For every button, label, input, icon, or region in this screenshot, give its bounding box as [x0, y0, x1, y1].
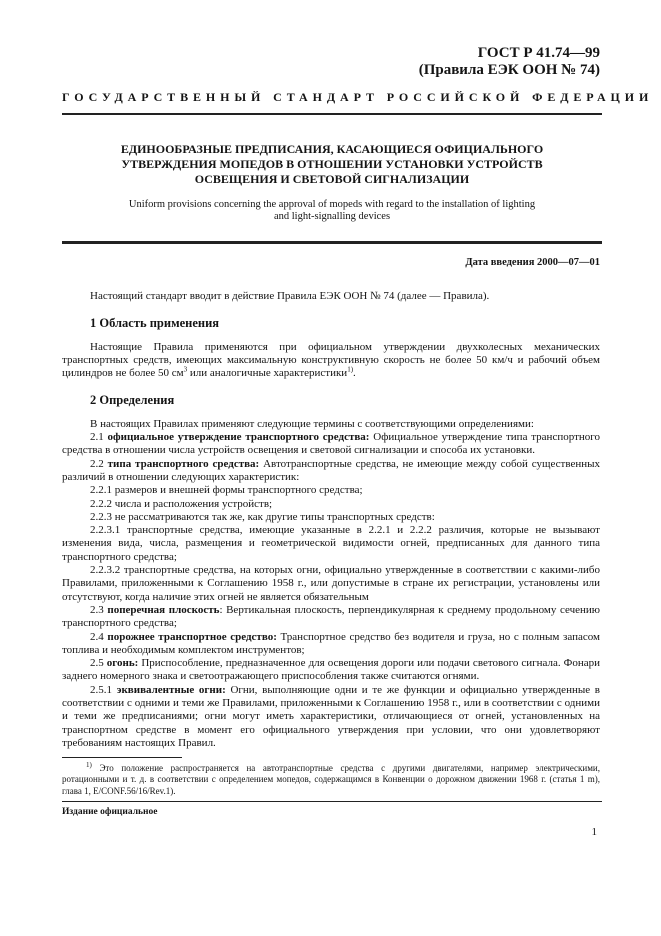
scope-text: . [353, 367, 356, 380]
definition-number: 2.3 [90, 603, 104, 616]
header-divider [62, 113, 602, 115]
footer-divider [62, 801, 602, 802]
definition-text: : Вертикальная плоскость, перпендикулярная к среднему продольному сечению транспортного средства; [62, 603, 601, 630]
gost-number: ГОСТ Р 41.74—99 [477, 45, 600, 61]
title-ru-line: ЕДИНООБРАЗНЫЕ ПРЕДПИСАНИЯ, КАСАЮЩИЕСЯ ОФИЦИАЛЬНОГО [120, 142, 544, 156]
title-divider [62, 241, 602, 244]
definition-item [62, 458, 600, 485]
standard-designation [300, 45, 600, 79]
definition-number: 2.5.1 [90, 683, 112, 696]
definition-text: Огни, выполняющие одни и те же функции и официально утвержденные в соответствии с одними и теми же Правилами, приложенными к Соглашению 1958 г., или в соответствии с одними и теми же предписаниями; огни могут иметь характеристики, отличающиеся от огней, установленных на транспортном средстве в момент его официального утверждения при условии, что они удовлетворяют требованиям настоящих Правил. [62, 683, 601, 749]
scope-text: Настоящие Правила применяются при официальном утверждении двухколесных механических транспортных средств, имеющих максимальную конструктивную скорость не более 50 км/ч и рабочий объем цилиндров не более 50 см [62, 340, 600, 380]
definition-term: огонь: [106, 657, 139, 670]
definition-item [62, 431, 600, 458]
un-rule-number: (Правила ЕЭК ООН № 74) [418, 62, 600, 78]
definition-subitem: 2.2.3.2 транспортные средства, на которых огни, официально утвержденные в соответствии с какими-либо Правилами, приложенными к Соглашению 1958 г., или допустимые в стране их регистрации, установлены или отсутствуют, когда наличие этих огней не является обязательным [62, 564, 600, 603]
footnote-text: Это положение распространяется на автотранспортные средства с другими двигателями, например электрическими, ротационными и т. д. в соответствии с определением мопедов, содержащимся в Конвенции о дорожном движении 1968 г. (статья 1 m), глава 1, E/CONF.56/16/Rev.1). [62, 763, 601, 796]
definition-text: Автотранспортные средства, не имеющие между собой существенных различий в отношении следующих характеристик: [62, 457, 601, 483]
definition-number: 2.1 [90, 431, 104, 444]
definition-item [62, 657, 600, 684]
title-ru-line: УТВЕРЖДЕНИЯ МОПЕДОВ В ОТНОШЕНИИ УСТАНОВКИ УСТРОЙСТВ [121, 157, 543, 171]
definition-term: официальное утверждение транспортного средства: [107, 431, 370, 444]
definition-term: эквивалентные огни: [116, 683, 226, 696]
definition-number: 2.2 [90, 457, 104, 470]
document-body [62, 290, 600, 750]
definition-number: 2.4 [90, 630, 104, 643]
footnote [62, 763, 600, 797]
definition-number: 2.5 [90, 657, 104, 670]
definition-text: Официальное утверждение типа транспортного средства в отношении числа устройств освещения и световой сигнализации и способа их установки. [62, 431, 600, 457]
edition-label: Издание официальное [62, 807, 158, 817]
section-heading-definitions: 2 Определения [90, 393, 175, 408]
title-en-line: Uniform provisions concerning the approval of mopeds with regard to the installation of lighting [128, 199, 536, 210]
definition-subitem: 2.2.1 размеров и внешней формы транспортного средства; [90, 484, 363, 497]
definition-item [62, 684, 600, 750]
definition-term: типа транспортного средства: [107, 457, 260, 470]
superscript-cubic: 3 [183, 365, 188, 374]
document-title-en [62, 199, 602, 223]
footnote-divider [62, 757, 182, 758]
footnote-mark: 1) [86, 761, 92, 769]
definition-term: поперечная плоскость [107, 603, 220, 616]
footnote-reference: 1) [347, 365, 354, 374]
effective-date: Дата введения 2000—07—01 [465, 257, 600, 268]
scope-paragraph [62, 341, 600, 381]
definition-term: порожнее транспортное средство: [107, 630, 277, 643]
intro-paragraph: Настоящий стандарт вводит в действие Правила ЕЭК ООН № 74 (далее — Правила). [90, 290, 490, 302]
definition-text: Приспособление, предназначенное для освещения дороги или подачи светового сигнала. Фонари заднего номерного знака и светоотражающего приспособления также считаются огнями. [62, 657, 600, 683]
definition-subitem: 2.2.2 числа и расположения устройств; [90, 497, 273, 510]
state-standard-title: ГОСУДАРСТВЕННЫЙ СТАНДАРТ РОССИЙСКОЙ ФЕДЕРАЦИИ [62, 90, 654, 104]
definition-item [62, 631, 600, 658]
definition-text: Транспортное средство без водителя и груза, но с полным запасом топлива и необходимым комплектом инструментов; [62, 630, 600, 656]
section-heading-scope: 1 Область применения [90, 316, 220, 331]
definition-item [62, 604, 600, 631]
definition-subitem: 2.2.3.1 транспортные средства, имеющие указанные в 2.2.1 и 2.2.2 различия, которые не вызывают изменения вида, числа, размещения и геометрической видимости огней, предписанных для данного типа транспортного средства; [62, 524, 600, 563]
scope-text: или аналогичные характеристики [187, 367, 348, 380]
title-ru-line: ОСВЕЩЕНИЯ И СВЕТОВОЙ СИГНАЛИЗАЦИИ [194, 172, 470, 186]
title-en-line: and light-signalling devices [273, 211, 391, 222]
page-number: 1 [591, 826, 597, 838]
definition-subitem: 2.2.3 не рассматриваются так же, как другие типы транспортных средств: [90, 510, 435, 523]
definitions-lead: В настоящих Правилах применяют следующие термины с соответствующими определениями: [90, 417, 534, 430]
document-title-ru [62, 142, 602, 187]
